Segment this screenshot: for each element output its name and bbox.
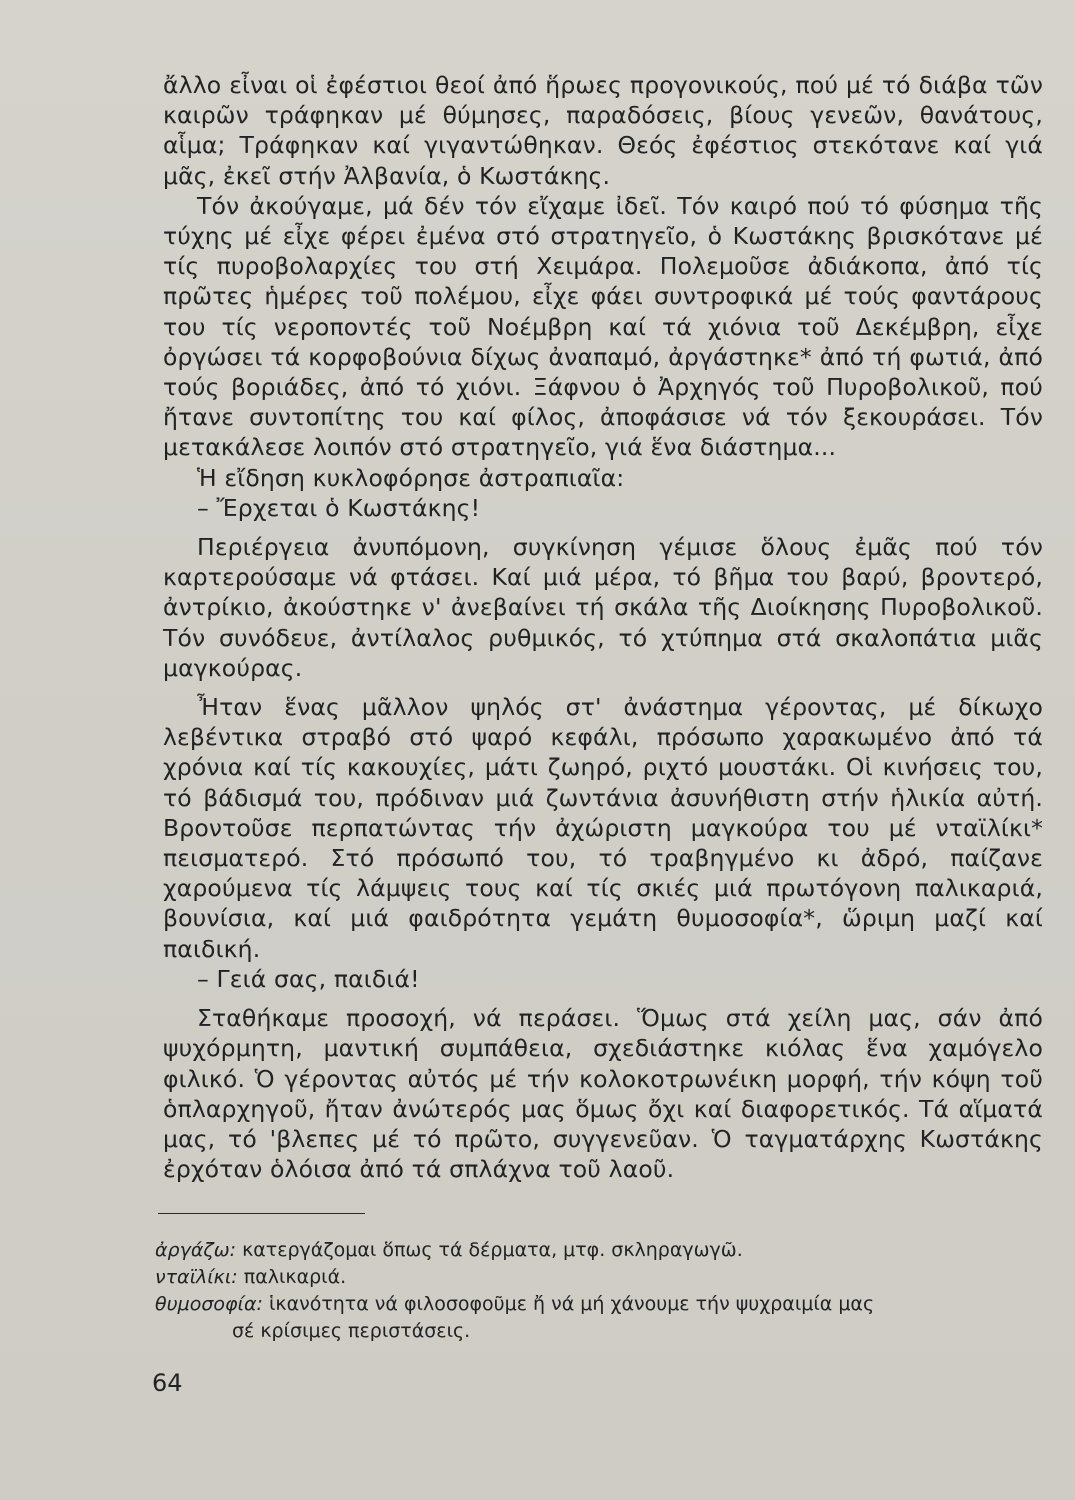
footnote-definition: παλικαριά. bbox=[243, 1266, 347, 1288]
footnote-term: νταϊλίκι: bbox=[155, 1266, 238, 1288]
footnote-definition: ἱκανότητα νά φιλοσοφοῦμε ἤ νά μή χάνουμε τήν ψυχραιμία μας bbox=[268, 1293, 875, 1315]
footnotes bbox=[155, 1237, 1035, 1345]
footnote-3 bbox=[155, 1291, 1035, 1345]
paragraph-1: ἄλλο εἶναι οἱ ἐφέστιοι θεοί ἀπό ἥρωες προγονικούς, πού μέ τό διάβα τῶν καιρῶν τράφηκαν μέ θύμησες, παραδόσεις, βίους γενεῶν, θανάτους, αἷμα; Τράφηκαν καί γιγαντώθηκαν. Θεός ἐφέστιος στεκότανε καί γιά μᾶς, ἐκεῖ στήν Ἀλβανία, ὁ Κωστάκης. bbox=[163, 71, 1043, 190]
paragraph-5: Περιέργεια ἀνυπόμονη, συγκίνηση γέμισε ὅλους ἐμᾶς πού τόν καρτερούσαμε νά φτάσει. Καί μιά μέρα, τό βῆμα του βαρύ, βροντερό, ἀντρίκιο, ἀκούστηκε ν' ἀνεβαίνει τή σκάλα τῆς Διοίκησης Πυροβολικοῦ. Τόν συνόδευε, ἀντίλαλος ρυθμικός, τό χτύπημα στά σκαλοπάτια μιᾶς μαγκούρας. bbox=[163, 533, 1043, 682]
paragraph-4: – Ἔρχεται ὁ Κωστάκης! bbox=[197, 493, 481, 522]
paragraph-3: Ἡ εἴδηση κυκλοφόρησε ἀστραπιαῖα: bbox=[197, 463, 625, 492]
body-text bbox=[163, 70, 1043, 1184]
footnote-term: ἀργάζω: bbox=[155, 1239, 237, 1261]
page-number: 64 bbox=[152, 1369, 183, 1397]
footnote-divider bbox=[158, 1213, 365, 1214]
footnote-definition: κατεργάζομαι ὅπως τά δέρματα, μτφ. σκληραγωγῶ. bbox=[242, 1239, 743, 1261]
footnote-term: θυμοσοφία: bbox=[155, 1293, 263, 1315]
paragraph-7: – Γειά σας, παιδιά! bbox=[197, 964, 420, 993]
paragraph-2: Τόν ἀκούγαμε, μά δέν τόν εἴχαμε ἰδεῖ. Τόν καιρό πού τό φύσημα τῆς τύχης μέ εἶχε φέρει ἐμένα στό στρατηγεῖο, ὁ Κωστάκης βρισκότανε μέ τίς πυροβολαρχίες του στή Χειμάρα. Πολεμοῦσε ἀδιάκοπα, ἀπό τίς πρῶτες ἡμέρες τοῦ πολέμου, εἶχε φάει συντροφικά μέ τούς φαντάρους του τίς νεροποντές τοῦ Νοέμβρη καί τά χιόνια τοῦ Δεκέμβρη, εἶχε ὀργώσει τά κορφοβούνια δίχως ἀναπαμό, ἀργάστηκε* ἀπό τή φωτιά, ἀπό τούς βοριάδες, ἀπό τό χιόνι. Ξάφνου ὁ Ἀρχηγός τοῦ Πυροβολικοῦ, πού ἤτανε συντοπίτης του καί φίλος, ἀποφάσισε νά τόν ξεκουράσει. Τόν μετακάλεσε λοιπόν στό στρατηγεῖο, γιά ἕνα διάστημα... bbox=[163, 191, 1043, 462]
footnote-1 bbox=[155, 1237, 1035, 1264]
paragraph-6: Ἦταν ἕνας μᾶλλον ψηλός στ' ἀνάστημα γέροντας, μέ δίκωχο λεβέντικα στραβό στό ψαρό κεφάλι, πρόσωπο χαρακωμένο ἀπό τά χρόνια καί τίς κακουχίες, μάτι ζωηρό, ριχτό μουστάκι. Οἱ κινήσεις του, τό βάδισμά του, πρόδιναν μιά ζωντάνια ἀσυνήθιστη στήν ἡλικία αὐτή. Βροντοῦσε περπατώντας τήν ἀχώριστη μαγκούρα του μέ νταϊλίκι* πεισματερό. Στό πρόσωπό του, τό τραβηγμένο κι ἀδρό, παίζανε χαρούμενα τίς λάμψεις τους καί τίς σκιές μιά πρωτόγονη παλικαριά, βουνίσια, καί μιά φαιδρότητα γεμάτη θυμοσοφία*, ὥριμη μαζί καί παιδική. bbox=[163, 693, 1043, 963]
paragraph-8: Σταθήκαμε προσοχή, νά περάσει. Ὅμως στά χείλη μας, σάν ἀπό ψυχόρμητη, μαντική συμπάθεια, σχεδιάστηκε κιόλας ἕνα χαμόγελο φιλικό. Ὁ γέροντας αὐτός μέ τήν κολοκοτρωνέικη μορφή, τήν κόψη τοῦ ὁπλαρχηγοῦ, ἤταν ἀνώτερός μας ὅμως ὄχι καί διαφορετικός. Τά αἵματά μας, τό 'βλεπες μέ τό πρῶτο, συγγενεῦαν. Ὁ ταγματάρχης Κωστάκης ἐρχόταν ὁλόισα ἀπό τά σπλάχνα τοῦ λαοῦ. bbox=[163, 1004, 1043, 1184]
footnote-continuation: σέ κρίσιμες περιστάσεις. bbox=[232, 1320, 471, 1342]
footnote-2 bbox=[155, 1264, 1035, 1291]
